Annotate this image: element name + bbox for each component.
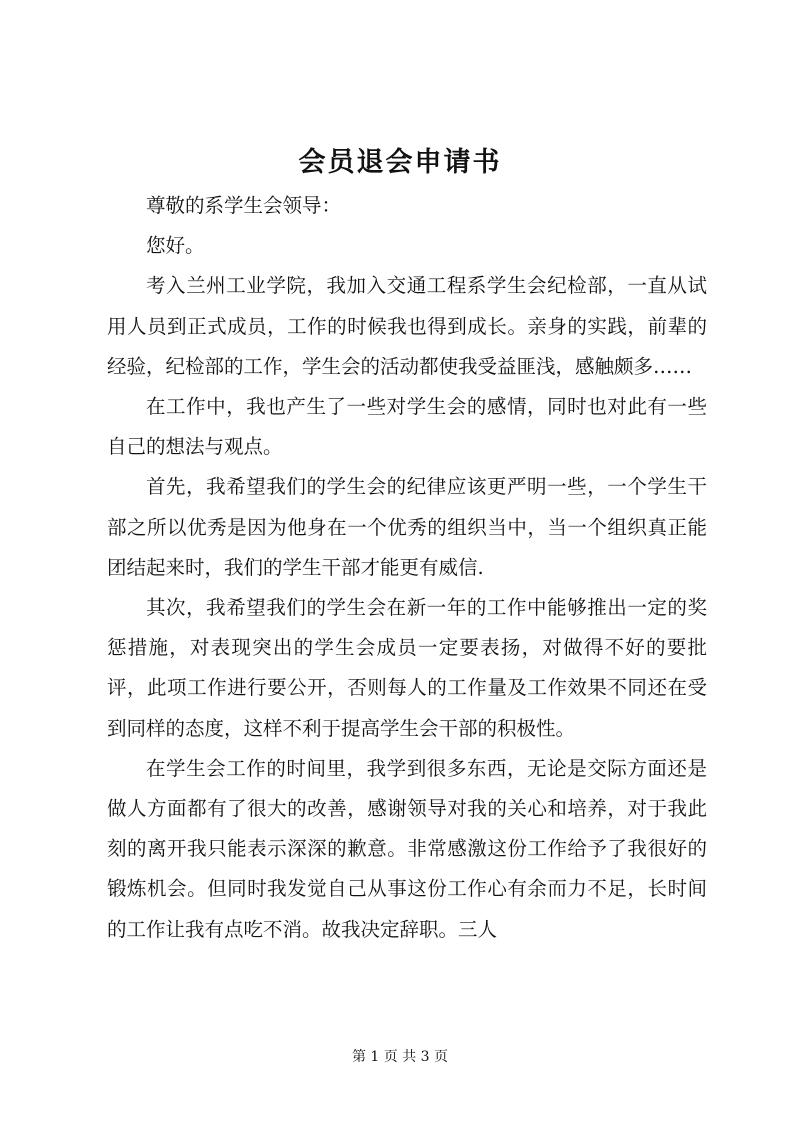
salutation: 尊敬的系学生会领导： — [146, 194, 342, 217]
paragraph: 在学生会工作的时间里，我学到很多东西，无论是交际方面还是做人方面都有了很大的改善，感谢领导对我的关心和培养，对于我此刻的离开我只能表示深深的歉意。非常感激这份工作给予了我很好的锻炼机会。但同时我发觉自己从事这份工作心有余而力不足，长时间的工作让我有点吃不消。故我决定辞职。三人 — [107, 756, 707, 941]
page-number-footer: 第 1 页 共 3 页 — [351, 1049, 449, 1065]
document-body — [107, 186, 707, 950]
paragraph: 首先，我希望我们的学生会的纪律应该更严明一些，一个学生干部之所以优秀是因为他身在一个优秀的组织当中，当一个组织真正能团结起来时，我们的学生干部才能更有威信. — [107, 475, 707, 579]
paragraph: 考入兰州工业学院，我加入交通工程系学生会纪检部，一直从试用人员到正式成员，工作的时候我也得到成长。亲身的实践，前辈的经验，纪检部的工作，学生会的活动都使我受益匪浅，感触颇多…… — [107, 274, 707, 378]
document-title: 会员退会申请书 — [298, 147, 502, 178]
paragraph: 其次，我希望我们的学生会在新一年的工作中能够推出一定的奖惩措施，对表现突出的学生会成员一定要表扬，对做得不好的要批评，此项工作进行要公开，否则每人的工作量及工作效果不同还在受到同样的态度，这样不利于提高学生会干部的积极性。 — [107, 596, 707, 740]
paragraph: 在工作中，我也产生了一些对学生会的感情，同时也对此有一些自己的想法与观点。 — [107, 395, 707, 459]
greeting: 您好。 — [146, 234, 205, 258]
